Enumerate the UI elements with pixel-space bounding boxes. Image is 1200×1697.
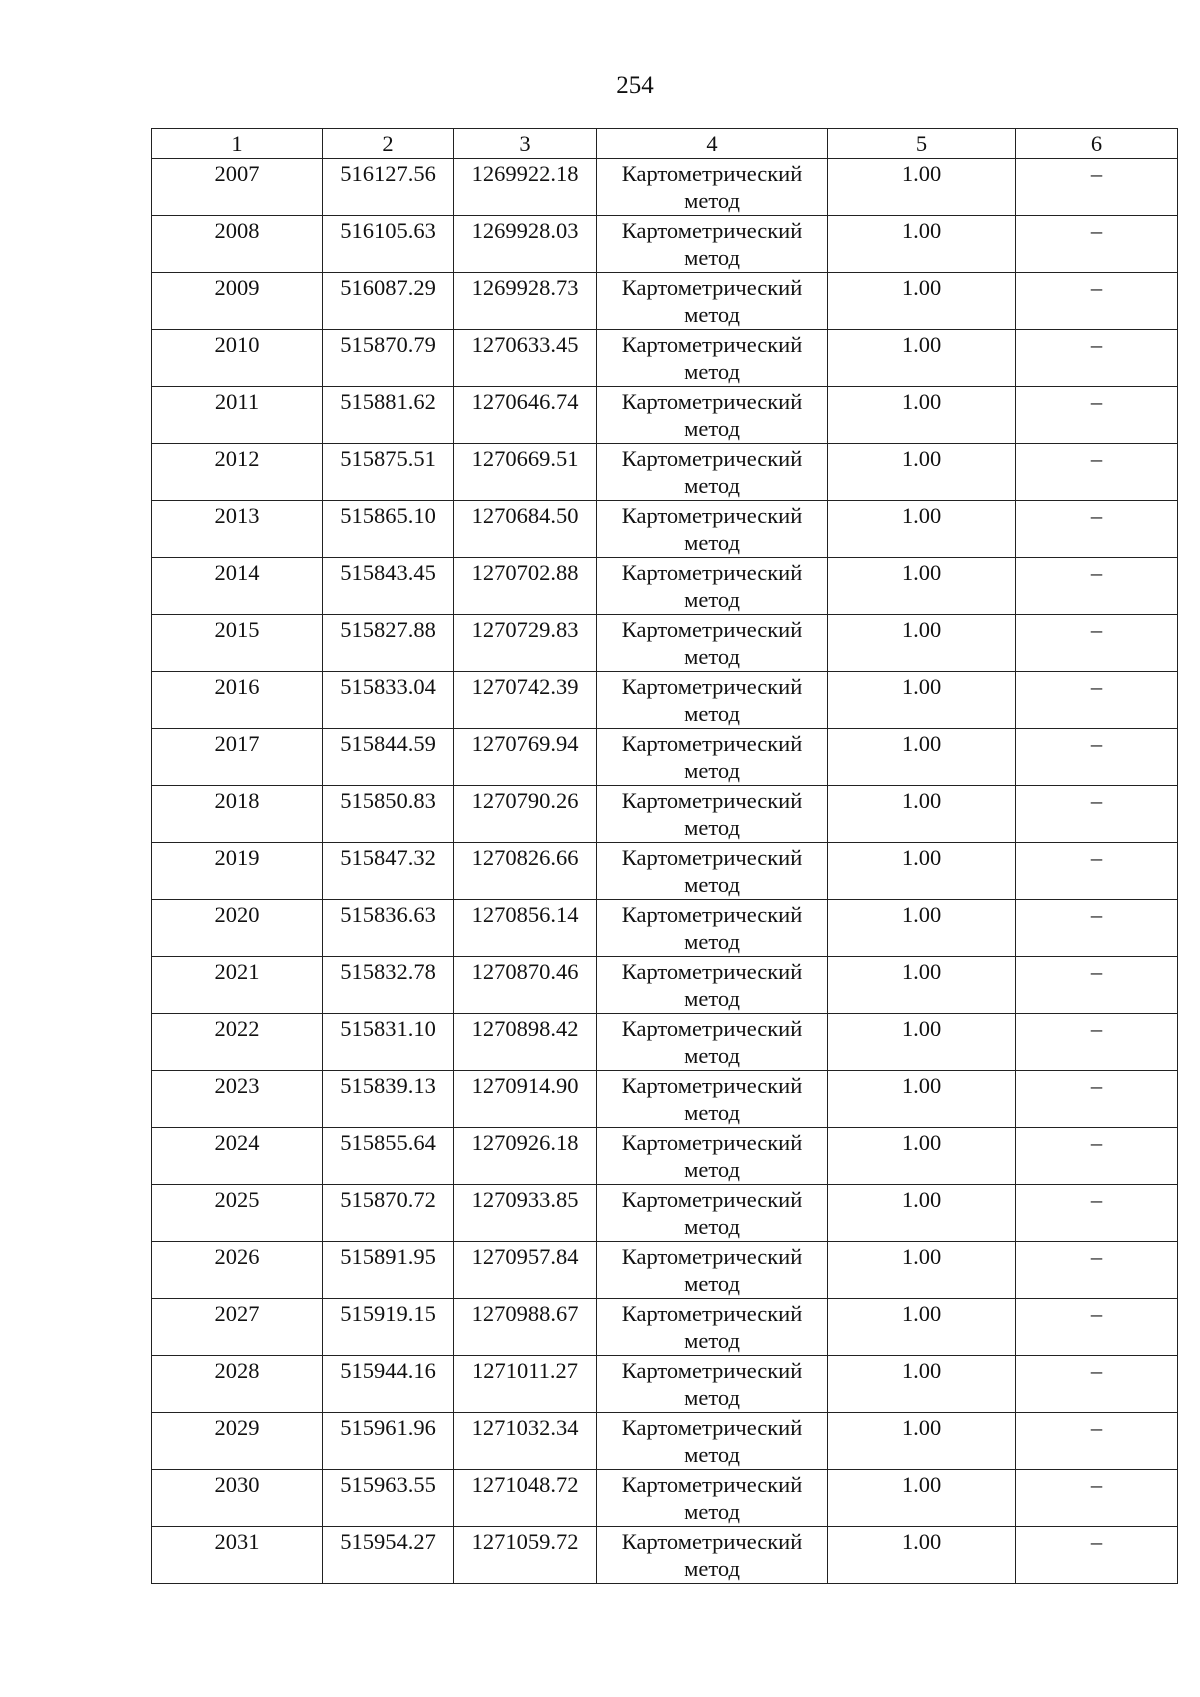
note-cell: – — [1016, 1413, 1178, 1470]
y-coordinate-cell: 1271048.72 — [454, 1470, 597, 1527]
method-cell — [597, 1128, 828, 1185]
y-coordinate-cell: 1270914.90 — [454, 1071, 597, 1128]
table-row — [152, 273, 1178, 330]
table-row — [152, 216, 1178, 273]
table-row — [152, 1242, 1178, 1299]
header-col-3: 3 — [454, 129, 597, 159]
method-text: Картометрический метод — [621, 1244, 803, 1296]
y-coordinate-cell: 1270790.26 — [454, 786, 597, 843]
point-number-cell: 2021 — [152, 957, 323, 1014]
note-cell: – — [1016, 672, 1178, 729]
method-cell — [597, 159, 828, 216]
y-coordinate-cell: 1269928.73 — [454, 273, 597, 330]
point-number-cell: 2031 — [152, 1527, 323, 1584]
method-text: Картометрический метод — [621, 1472, 803, 1524]
coordinates-table — [151, 128, 1178, 1584]
x-coordinate-cell: 515870.79 — [323, 330, 454, 387]
method-text: Картометрический метод — [621, 503, 803, 555]
x-coordinate-cell: 515836.63 — [323, 900, 454, 957]
accuracy-cell: 1.00 — [828, 1185, 1016, 1242]
accuracy-cell: 1.00 — [828, 1470, 1016, 1527]
method-cell — [597, 501, 828, 558]
table-row — [152, 444, 1178, 501]
method-text: Картометрический метод — [621, 560, 803, 612]
point-number-cell: 2007 — [152, 159, 323, 216]
accuracy-cell: 1.00 — [828, 729, 1016, 786]
method-cell — [597, 1242, 828, 1299]
note-cell: – — [1016, 1014, 1178, 1071]
note-cell: – — [1016, 1527, 1178, 1584]
method-cell — [597, 1299, 828, 1356]
table-header — [152, 129, 1178, 159]
method-text: Картометрический метод — [621, 1016, 803, 1068]
y-coordinate-cell: 1271011.27 — [454, 1356, 597, 1413]
y-coordinate-cell: 1270633.45 — [454, 330, 597, 387]
note-cell: – — [1016, 273, 1178, 330]
method-cell — [597, 1413, 828, 1470]
header-row — [152, 129, 1178, 159]
method-cell — [597, 1185, 828, 1242]
x-coordinate-cell: 515875.51 — [323, 444, 454, 501]
table-row — [152, 786, 1178, 843]
note-cell: – — [1016, 1242, 1178, 1299]
method-text: Картометрический метод — [621, 1187, 803, 1239]
note-cell: – — [1016, 729, 1178, 786]
y-coordinate-cell: 1270742.39 — [454, 672, 597, 729]
table-body — [152, 159, 1178, 1584]
x-coordinate-cell: 515919.15 — [323, 1299, 454, 1356]
x-coordinate-cell: 515847.32 — [323, 843, 454, 900]
accuracy-cell: 1.00 — [828, 1356, 1016, 1413]
method-cell — [597, 1014, 828, 1071]
method-text: Картометрический метод — [621, 731, 803, 783]
point-number-cell: 2026 — [152, 1242, 323, 1299]
table-row — [152, 1185, 1178, 1242]
x-coordinate-cell: 515844.59 — [323, 729, 454, 786]
point-number-cell: 2028 — [152, 1356, 323, 1413]
note-cell: – — [1016, 216, 1178, 273]
y-coordinate-cell: 1270933.85 — [454, 1185, 597, 1242]
method-text: Картометрический метод — [621, 788, 803, 840]
point-number-cell: 2015 — [152, 615, 323, 672]
note-cell: – — [1016, 444, 1178, 501]
accuracy-cell: 1.00 — [828, 1242, 1016, 1299]
method-text: Картометрический метод — [621, 332, 803, 384]
method-text: Картометрический метод — [621, 902, 803, 954]
table-row — [152, 843, 1178, 900]
table-row — [152, 1299, 1178, 1356]
note-cell: – — [1016, 843, 1178, 900]
accuracy-cell: 1.00 — [828, 387, 1016, 444]
accuracy-cell: 1.00 — [828, 273, 1016, 330]
point-number-cell: 2024 — [152, 1128, 323, 1185]
method-text: Картометрический метод — [621, 674, 803, 726]
x-coordinate-cell: 515963.55 — [323, 1470, 454, 1527]
y-coordinate-cell: 1269922.18 — [454, 159, 597, 216]
table-row — [152, 1527, 1178, 1584]
accuracy-cell: 1.00 — [828, 444, 1016, 501]
note-cell: – — [1016, 387, 1178, 444]
point-number-cell: 2017 — [152, 729, 323, 786]
y-coordinate-cell: 1270856.14 — [454, 900, 597, 957]
method-text: Картометрический метод — [621, 1529, 803, 1581]
method-text: Картометрический метод — [621, 1130, 803, 1182]
x-coordinate-cell: 515850.83 — [323, 786, 454, 843]
accuracy-cell: 1.00 — [828, 1071, 1016, 1128]
accuracy-cell: 1.00 — [828, 501, 1016, 558]
x-coordinate-cell: 516087.29 — [323, 273, 454, 330]
accuracy-cell: 1.00 — [828, 786, 1016, 843]
method-cell — [597, 672, 828, 729]
table-row — [152, 957, 1178, 1014]
x-coordinate-cell: 515954.27 — [323, 1527, 454, 1584]
accuracy-cell: 1.00 — [828, 1527, 1016, 1584]
y-coordinate-cell: 1270646.74 — [454, 387, 597, 444]
table-row — [152, 1356, 1178, 1413]
note-cell: – — [1016, 957, 1178, 1014]
header-col-2: 2 — [323, 129, 454, 159]
method-cell — [597, 957, 828, 1014]
point-number-cell: 2027 — [152, 1299, 323, 1356]
method-text: Картометрический метод — [621, 845, 803, 897]
note-cell: – — [1016, 501, 1178, 558]
method-text: Картометрический метод — [621, 275, 803, 327]
point-number-cell: 2025 — [152, 1185, 323, 1242]
x-coordinate-cell: 515831.10 — [323, 1014, 454, 1071]
note-cell: – — [1016, 1299, 1178, 1356]
y-coordinate-cell: 1270729.83 — [454, 615, 597, 672]
accuracy-cell: 1.00 — [828, 843, 1016, 900]
method-text: Картометрический метод — [621, 1358, 803, 1410]
y-coordinate-cell: 1270988.67 — [454, 1299, 597, 1356]
y-coordinate-cell: 1270826.66 — [454, 843, 597, 900]
accuracy-cell: 1.00 — [828, 330, 1016, 387]
accuracy-cell: 1.00 — [828, 615, 1016, 672]
table-row — [152, 1128, 1178, 1185]
x-coordinate-cell: 516127.56 — [323, 159, 454, 216]
x-coordinate-cell: 515843.45 — [323, 558, 454, 615]
method-text: Картометрический метод — [621, 389, 803, 441]
method-cell — [597, 444, 828, 501]
note-cell: – — [1016, 1356, 1178, 1413]
accuracy-cell: 1.00 — [828, 957, 1016, 1014]
point-number-cell: 2009 — [152, 273, 323, 330]
method-text: Картометрический метод — [621, 1301, 803, 1353]
note-cell: – — [1016, 1185, 1178, 1242]
y-coordinate-cell: 1270684.50 — [454, 501, 597, 558]
accuracy-cell: 1.00 — [828, 216, 1016, 273]
x-coordinate-cell: 516105.63 — [323, 216, 454, 273]
point-number-cell: 2013 — [152, 501, 323, 558]
method-cell — [597, 615, 828, 672]
point-number-cell: 2019 — [152, 843, 323, 900]
method-cell — [597, 786, 828, 843]
point-number-cell: 2029 — [152, 1413, 323, 1470]
table-row — [152, 615, 1178, 672]
note-cell: – — [1016, 330, 1178, 387]
x-coordinate-cell: 515855.64 — [323, 1128, 454, 1185]
note-cell: – — [1016, 615, 1178, 672]
table-row — [152, 387, 1178, 444]
accuracy-cell: 1.00 — [828, 1014, 1016, 1071]
table-row — [152, 330, 1178, 387]
x-coordinate-cell: 515833.04 — [323, 672, 454, 729]
note-cell: – — [1016, 1128, 1178, 1185]
table-row — [152, 159, 1178, 216]
method-cell — [597, 1356, 828, 1413]
header-col-6: 6 — [1016, 129, 1178, 159]
method-text: Картометрический метод — [621, 446, 803, 498]
x-coordinate-cell: 515870.72 — [323, 1185, 454, 1242]
y-coordinate-cell: 1270769.94 — [454, 729, 597, 786]
point-number-cell: 2010 — [152, 330, 323, 387]
table-row — [152, 501, 1178, 558]
point-number-cell: 2023 — [152, 1071, 323, 1128]
point-number-cell: 2014 — [152, 558, 323, 615]
note-cell: – — [1016, 900, 1178, 957]
point-number-cell: 2030 — [152, 1470, 323, 1527]
table-row — [152, 558, 1178, 615]
y-coordinate-cell: 1270926.18 — [454, 1128, 597, 1185]
accuracy-cell: 1.00 — [828, 900, 1016, 957]
accuracy-cell: 1.00 — [828, 558, 1016, 615]
method-cell — [597, 1470, 828, 1527]
method-cell — [597, 216, 828, 273]
header-col-4: 4 — [597, 129, 828, 159]
page-number: 254 — [616, 72, 654, 99]
point-number-cell: 2011 — [152, 387, 323, 444]
x-coordinate-cell: 515827.88 — [323, 615, 454, 672]
x-coordinate-cell: 515865.10 — [323, 501, 454, 558]
accuracy-cell: 1.00 — [828, 1299, 1016, 1356]
accuracy-cell: 1.00 — [828, 1128, 1016, 1185]
y-coordinate-cell: 1269928.03 — [454, 216, 597, 273]
accuracy-cell: 1.00 — [828, 159, 1016, 216]
method-cell — [597, 843, 828, 900]
table-row — [152, 1413, 1178, 1470]
x-coordinate-cell: 515961.96 — [323, 1413, 454, 1470]
y-coordinate-cell: 1270669.51 — [454, 444, 597, 501]
method-cell — [597, 330, 828, 387]
point-number-cell: 2020 — [152, 900, 323, 957]
note-cell: – — [1016, 786, 1178, 843]
note-cell: – — [1016, 558, 1178, 615]
point-number-cell: 2022 — [152, 1014, 323, 1071]
note-cell: – — [1016, 1470, 1178, 1527]
method-text: Картометрический метод — [621, 1073, 803, 1125]
y-coordinate-cell: 1270702.88 — [454, 558, 597, 615]
header-col-5: 5 — [828, 129, 1016, 159]
table-row — [152, 1071, 1178, 1128]
note-cell: – — [1016, 159, 1178, 216]
method-cell — [597, 1527, 828, 1584]
method-text: Картометрический метод — [621, 959, 803, 1011]
table-row — [152, 1014, 1178, 1071]
y-coordinate-cell: 1271059.72 — [454, 1527, 597, 1584]
point-number-cell: 2018 — [152, 786, 323, 843]
method-cell — [597, 558, 828, 615]
table-row — [152, 900, 1178, 957]
y-coordinate-cell: 1270870.46 — [454, 957, 597, 1014]
point-number-cell: 2012 — [152, 444, 323, 501]
method-text: Картометрический метод — [621, 161, 803, 213]
method-cell — [597, 387, 828, 444]
x-coordinate-cell: 515891.95 — [323, 1242, 454, 1299]
method-text: Картометрический метод — [621, 218, 803, 270]
accuracy-cell: 1.00 — [828, 672, 1016, 729]
method-cell — [597, 900, 828, 957]
method-text: Картометрический метод — [621, 1415, 803, 1467]
note-cell: – — [1016, 1071, 1178, 1128]
method-text: Картометрический метод — [621, 617, 803, 669]
y-coordinate-cell: 1271032.34 — [454, 1413, 597, 1470]
table-row — [152, 672, 1178, 729]
method-cell — [597, 729, 828, 786]
method-cell — [597, 1071, 828, 1128]
x-coordinate-cell: 515881.62 — [323, 387, 454, 444]
y-coordinate-cell: 1270898.42 — [454, 1014, 597, 1071]
x-coordinate-cell: 515832.78 — [323, 957, 454, 1014]
y-coordinate-cell: 1270957.84 — [454, 1242, 597, 1299]
x-coordinate-cell: 515944.16 — [323, 1356, 454, 1413]
x-coordinate-cell: 515839.13 — [323, 1071, 454, 1128]
accuracy-cell: 1.00 — [828, 1413, 1016, 1470]
point-number-cell: 2008 — [152, 216, 323, 273]
point-number-cell: 2016 — [152, 672, 323, 729]
table-row — [152, 729, 1178, 786]
table-row — [152, 1470, 1178, 1527]
header-col-1: 1 — [152, 129, 323, 159]
method-cell — [597, 273, 828, 330]
